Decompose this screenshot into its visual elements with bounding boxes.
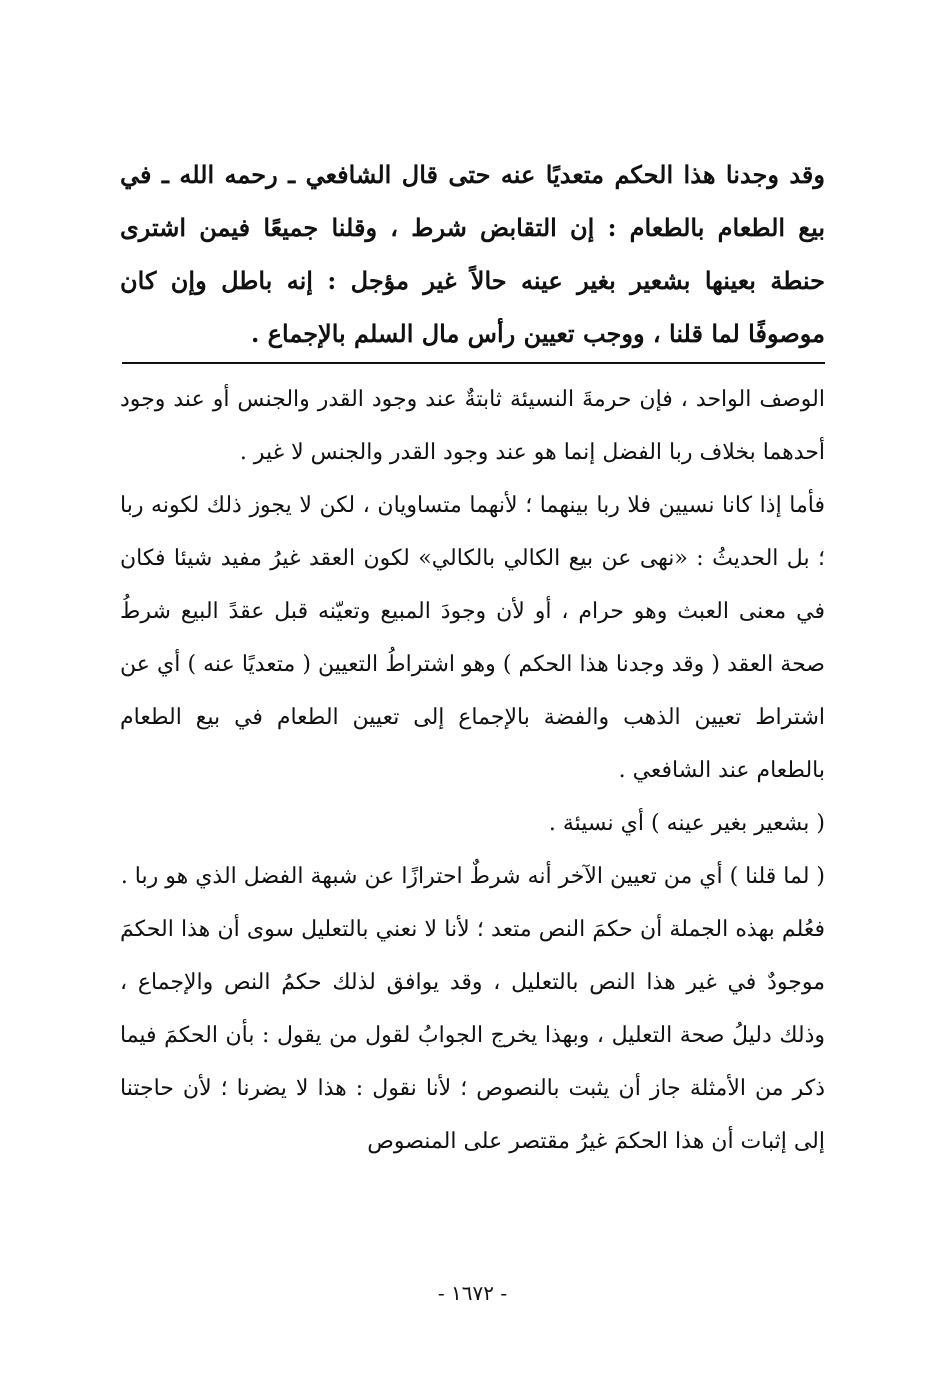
commentary-paragraph: ( بشعير بغير عينه ) أي نسيئة .: [548, 811, 825, 836]
commentary-paragraph: فأما إذا كانا نسيين فلا ربا بينهما ؛ لأنهما متساويان ، لكن لا يجوز ذلك لكونه ربا ؛ بل الحديثُ : «نهى عن بيع الكالي بالكالي» لكون العقد غيرُ مفيد شيئا فكان في معنى العبث وهو حرام ، أو لأن وجودَ المبيع وتعيّنه قبل عقدً البيع شرطُ صحة العقد ( وقد وجدنا هذا الحكم ) وهو اشتراطُ التعيين ( متعديًا عنه ) أي عن اشتراط تعيين الذهب والفضة بالإجماع إلى تعيين الطعام في بيع الطعام بالطعام عند الشافعي .: [120, 493, 825, 783]
main-text-block: وقد وجدنا هذا الحكم متعديًا عنه حتى قال الشافعي ـ رحمه الله ـ في بيع الطعام بالطعام : إن التقابض شرط ، وقلنا جميعًا فيمن اشترى حنطة بعينها بشعير بغير عينه حالاً غير مؤجل : إنه باطل وإن كان موصوفًا لما قلنا ، ووجب تعيين رأس مال السلم بالإجماع .: [120, 160, 826, 348]
commentary-paragraph: فعُلم بهذه الجملة أن حكمَ النص متعد ؛ لأنا لا نعني بالتعليل سوى أن هذا الحكمَ موجودٌ في غير هذا النص بالتعليل ، وقد يوافق لذلك حكمُ النص والإجماع ، وذلك دليلُ صحة التعليل ، وبهذا يخرج الجوابُ لقول من يقول : بأن الحكمَ فيما ذكر من الأمثلة جاز أن يثبت بالنصوص ؛ لأنا نقول : هذا لا يضرنا ؛ لأن حاجتنا إلى إثبات أن هذا الحكمَ غيرُ مقتصر على المنصوص: [120, 917, 825, 1154]
commentary-paragraph: الوصف الواحد ، فإن حرمةَ النسيئة ثابتةٌ عند وجود القدر والجنس أو عند وجود أحدهما بخلاف ربا الفضل إنما هو عند وجود القدر والجنس لا غير .: [120, 387, 825, 465]
commentary-paragraph: ( لما قلنا ) أي من تعيين الآخر أنه شرطٌ احترازًا عن شبهة الفضل الذي هو ربا .: [120, 864, 825, 889]
separator-line: [122, 362, 825, 364]
commentary-block: [120, 373, 825, 1168]
page-number: - ١٦٧٢ -: [437, 1281, 508, 1305]
